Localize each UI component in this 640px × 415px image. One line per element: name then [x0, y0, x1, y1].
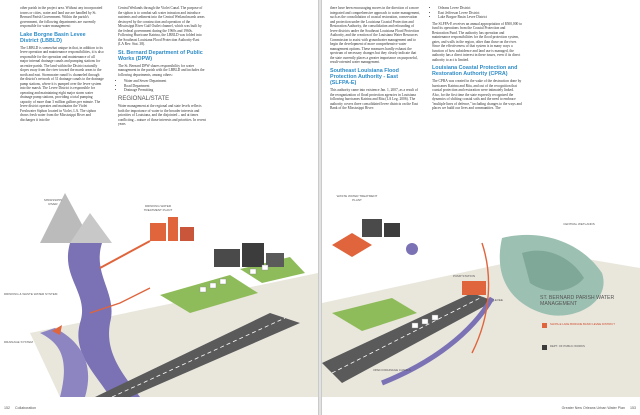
wetlands-label: CENTRAL WETLANDS — [563, 222, 595, 226]
left-illustration — [0, 183, 318, 397]
section-heading-cpra: Louisiana Coastal Protection and Restoration Authority (CPRA) — [432, 65, 518, 78]
list-item: • Orleans Levee District — [438, 6, 522, 11]
left-column-1 — [20, 6, 104, 124]
right-footer — [562, 406, 636, 410]
paragraph: Water management at the regional and state levels reflects both the importance of water to the broader interests and priorities of Louisiana, and the disjointed – and at times conflicting – nature of those interests and priorities. In recent years — [118, 104, 206, 127]
pump-station-building — [462, 281, 486, 295]
drainage-label: DRAINAGE SYSTEM — [4, 340, 33, 344]
right-column-2 — [432, 6, 522, 113]
paragraph: The LBBLD is somewhat unique in that, in addition to its levee operation and maintenance responsibilities, it is also responsible for the operation and maintenance of all major internal drainage canals and pumping stations for an entire parish. The land within the District naturally slopes away from the river toward the marsh areas to the north and east. Stormwater runoff is channeled through the district's network of 31 drainage canals to the drainage pump stations, where it is pumped over the levee system into the marsh. The Levee District is responsible for operating and maintaining eight major storm water drainage pump stations, providing a total pumping capacity of more than 3 million gallons per minute. The levee district operates and maintains the Violet Freshwater Siphon located in Violet, LA. The siphon draws fresh water from the Mississippi River and discharges it into the — [20, 45, 104, 122]
paragraph: there have been encouraging moves in the direction of a more integrated and comprehensive approach to water management, such as the consolidation of coastal restoration, conservation and protection under the Louisiana Coastal Protection and Restoration Authority, the consolidation and refounding of levee districts under the Southeast Louisiana Flood Protection Authority, and the creation of the Louisiana Water Resources Commission to assist with groundwater management and to begin the development of more comprehensive water management options. These measures hardly exhaust the spectrum of necessary changes but they clearly indicate that the state currently places a greater importance on purposeful, result-oriented water management. — [330, 6, 420, 64]
list-item: • Lake Borgne Basin Levee District — [438, 15, 522, 20]
section-heading-lbbld: Lake Borgne Basin Levee District (LBBLD) — [20, 31, 86, 44]
left-column-2 — [118, 6, 206, 129]
paragraph: Central Wetlands through the Violet Canal. The purpose of the siphon is to combat salt water intrusion and introduce nutrients and sediment into the Central Wetland marsh areas destroyed by the construction and operation of the Mississippi River Gulf Outlet channel, which was built by the federal government during the 1960s and 1960s. Following Hurricane Katrina, the LBBLD was folded into the Southeast Louisiana Flood Protection Authority-East (LA Rev. Stat. 38). — [118, 6, 205, 46]
paragraph: The SLFPA-E receives an annual appropriation of $500,000 to fund its operations from the Coastal Protection and Restoration Fund. The authority has operation and maintenance responsibilities for the flood protection system, gates, and walls in the region, other than those on the river. Since the effectiveness of that system is in many ways a function of how subsidence and land use is managed, the authority has a direct interest in these issues, even if its direct authority to act is limited. — [432, 21, 522, 62]
legend-item-levee: SLFPA-E LAKE BORGNE BASIN LEVEE DISTRICT — [550, 322, 615, 326]
footer-section: Collaboration — [15, 406, 37, 410]
legend-swatch-dpw — [542, 345, 547, 350]
left-page — [0, 0, 318, 415]
treatment-building — [362, 219, 382, 237]
page-number: 153 — [630, 406, 636, 410]
treatment-building — [384, 223, 400, 237]
treatment-plant-label: DRINKING WATER TREATMENT PLANT — [143, 204, 173, 212]
system-label: DRINKING & WASTE WATER SYSTEM — [4, 292, 58, 296]
water-system-illustration — [0, 183, 318, 397]
levee-district-list — [432, 6, 522, 20]
page-number: 152 — [4, 406, 10, 410]
section-heading-slfpa: Southeast Louisiana Flood Protection Authority - East (SLFPA-E) — [330, 67, 399, 86]
right-illustration — [322, 183, 640, 397]
list-item: • Water and Sewer Department — [124, 79, 206, 84]
footer-title: Greater New Orleans Urban Water Plan — [561, 406, 625, 410]
right-column-1 — [330, 6, 420, 113]
treatment-plant-label: WASTE WATER TREATMENT PLANT — [336, 194, 378, 202]
legend-swatch-levee — [542, 323, 547, 328]
treatment-tank — [406, 243, 418, 255]
department-list — [118, 79, 206, 93]
right-page — [322, 0, 640, 415]
levee-label: LEVEE — [493, 298, 503, 302]
paragraph: The CPRA was created in the wake of the destruction done by hurricanes Katrina and Rita, and out of the recognition that coastal protection and restoration were intimately linked. Also, for the first time the state expressly recognized the dynamics of shifting coastal soils and the need to embrace "multiple lines of defence," including changes to the ways and places we build our lives and communities. The — [432, 79, 522, 111]
list-item: • East Jefferson Levee District — [438, 11, 522, 16]
treatment-building — [214, 249, 240, 267]
plant-building — [168, 217, 178, 241]
list-item: • Drainage Permitting — [124, 88, 206, 93]
drainage-illustration — [322, 183, 640, 397]
left-footer — [4, 406, 36, 410]
intake-pipe — [100, 241, 150, 268]
plant-building — [150, 223, 166, 241]
paragraph: other parish in the project area. Without any incorporated towns or cities, water and land use are handled by St. Bernard Parish Government. Within the parish's government, the following departments are currently responsible for water management: — [20, 6, 103, 28]
legend-item-dpw: DEPT. OF PUBLIC WORKS — [550, 344, 585, 348]
pump-station-label: PUMP STATION — [452, 274, 475, 278]
treatment-building — [242, 243, 264, 267]
plant-building — [180, 227, 194, 241]
treatment-building — [266, 253, 284, 267]
section-heading-dpw: St. Bernard Department of Public Works (DPW) — [118, 49, 203, 62]
section-heading-regional: REGIONAL/STATE — [118, 95, 170, 102]
canal-label: OPEN DRAINAGE CANALS — [373, 368, 411, 372]
legend-title: ST. BERNARD PARISH WATER MANAGEMENT — [540, 295, 615, 307]
paragraph: The St. Bernard DPW shares responsibility for water management in the parish with the LBBLD and includes the following departments, among others: — [118, 63, 205, 77]
river-label: MISSISSIPPI RIVER — [44, 198, 62, 206]
paragraph: This authority came into existence Jan. 1, 2007, as a result of the reorganization of flood protection agencies in Louisiana following hurricanes Katrina and Rita (LA Leg. 2006). The authority covers three consolidated levee districts on the East Bank of the Mississippi River: — [330, 88, 419, 111]
list-item: • Road Department — [124, 84, 206, 89]
